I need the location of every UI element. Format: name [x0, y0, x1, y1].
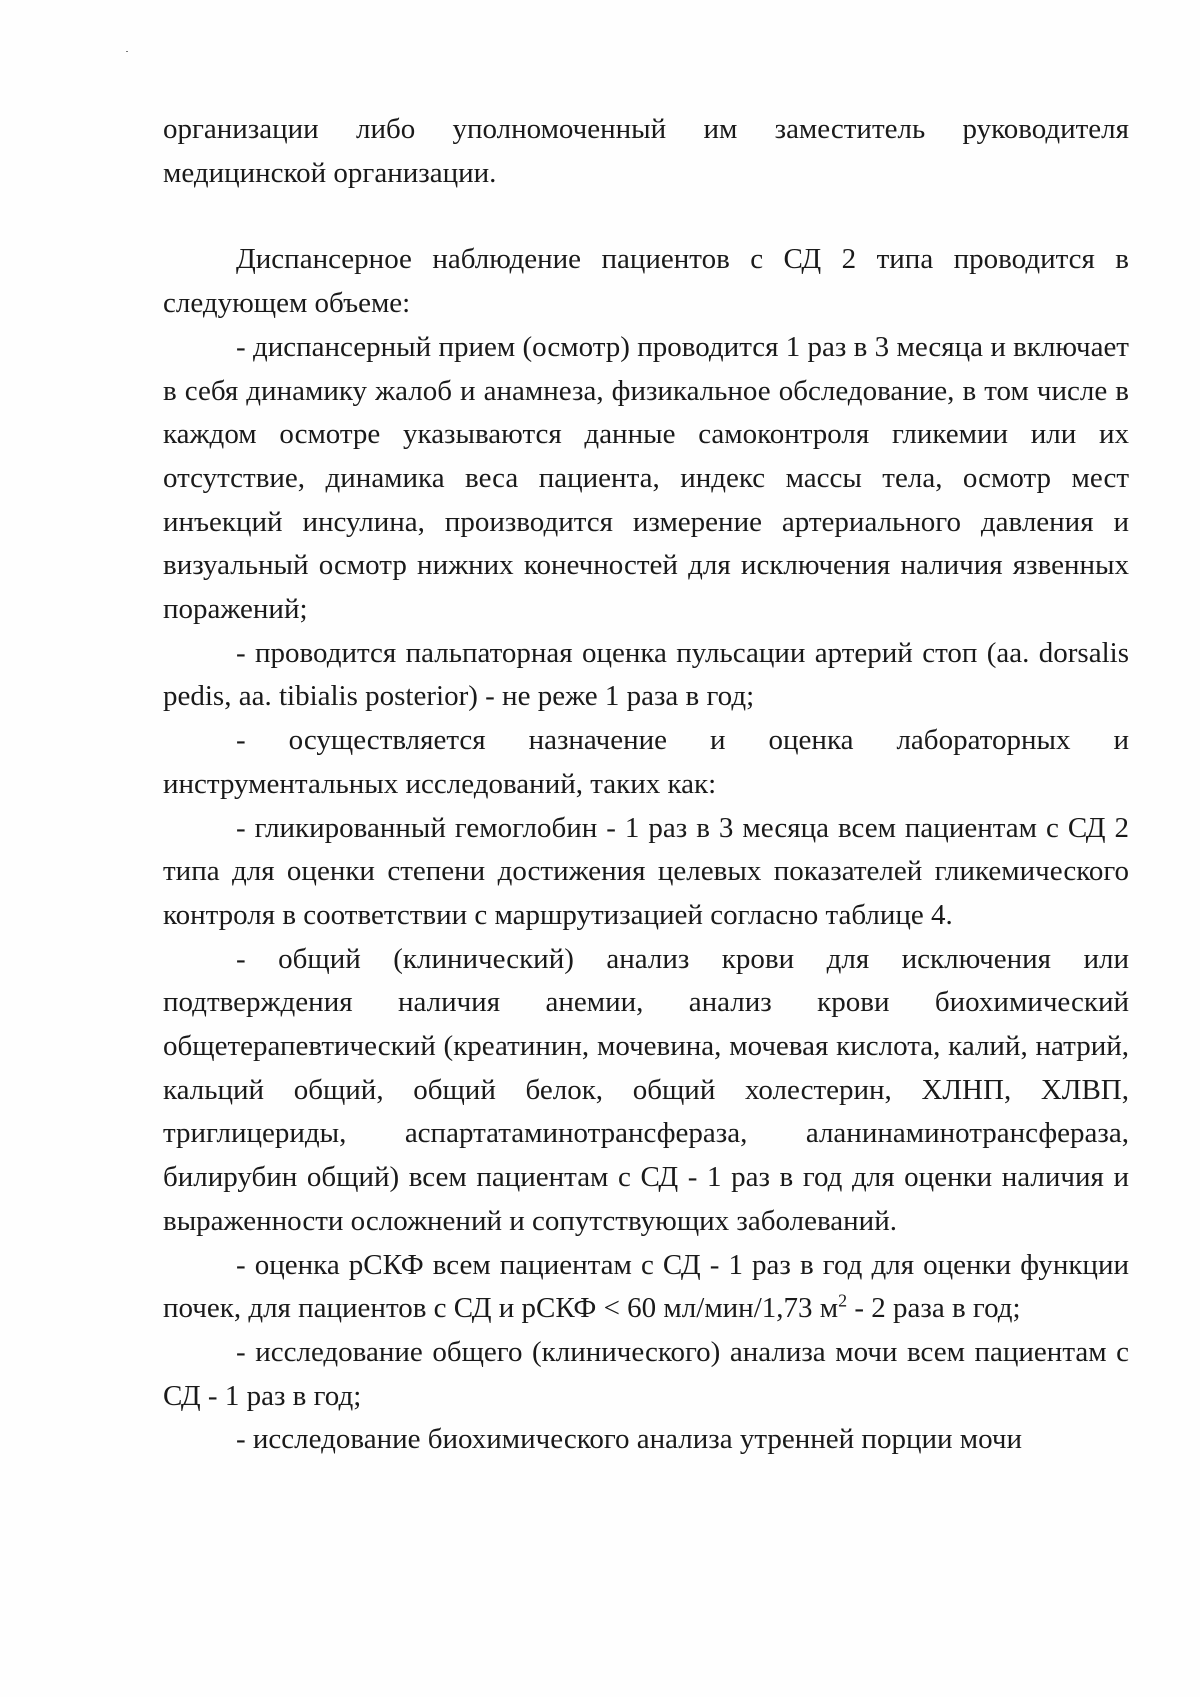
superscript-two: 2	[838, 1290, 848, 1311]
egfr-text-end: - 2 раза в год;	[847, 1292, 1021, 1325]
scan-speck	[126, 51, 128, 52]
list-item-blood-analysis: - общий (клинический) анализ крови для исключения или подтверждения наличия анемии, анализ крови биохимический общетерапевтический (креатинин, мочевина, мочевая кислота, калий, натрий, кальций общий, общий белок, общий холестерин, ХЛНП, ХЛВП, триглицериды, аспартатаминотрансфераза, аланинаминотрансфераза, билирубин общий) всем пациентам с СД - 1 раз в год для оценки наличия и выраженности осложнений и сопутствующих заболеваний.	[163, 942, 1129, 1237]
list-item-egfr	[163, 1244, 1129, 1331]
paragraph-continuation: организации либо уполномоченный им заместитель руководителя медицинской организации.	[163, 113, 1129, 189]
list-item-hba1c: - гликированный гемоглобин - 1 раз в 3 месяца всем пациентам с СД 2 типа для оценки степени достижения целевых показателей гликемического контроля в соответствии с маршрутизацией согласно таблице 4.	[163, 811, 1129, 931]
list-item-lab-tests: - осуществляется назначение и оценка лабораторных и инструментальных исследований, таких как:	[163, 724, 1129, 800]
list-item-morning-urine: - исследование биохимического анализа утренней порции мочи	[236, 1423, 1022, 1456]
egfr-text: - оценка рСКФ всем пациентам с СД - 1 раз в год для оценки функции почек, для пациентов с СД и рСКФ < 60 мл/мин/1,73 м	[163, 1248, 1129, 1325]
list-item-pulse-assessment: - проводится пальпаторная оценка пульсации артерий стоп (aa. dorsalis pedis, aa. tibialis posterior) - не реже 1 раза в год;	[163, 636, 1129, 713]
paragraph-intro: Диспансерное наблюдение пациентов с СД 2 типа проводится в следующем объеме:	[163, 243, 1129, 320]
document-body	[163, 108, 1129, 1462]
list-item-urine-analysis: - исследование общего (клинического) анализа мочи всем пациентам с СД - 1 раз в год;	[163, 1335, 1129, 1412]
list-item-dispensary-visit: - диспансерный прием (осмотр) проводится 1 раз в 3 месяца и включает в себя динамику жалоб и анамнеза, физикальное обследование, в том числе в каждом осмотре указываются данные самоконтроля гликемии или их отсутствие, динамика веса пациента, индекс массы тела, осмотр мест инъекций инсулина, производится измерение артериального давления и визуальный осмотр нижних конечностей для исключения наличия язвенных поражений;	[163, 330, 1129, 626]
